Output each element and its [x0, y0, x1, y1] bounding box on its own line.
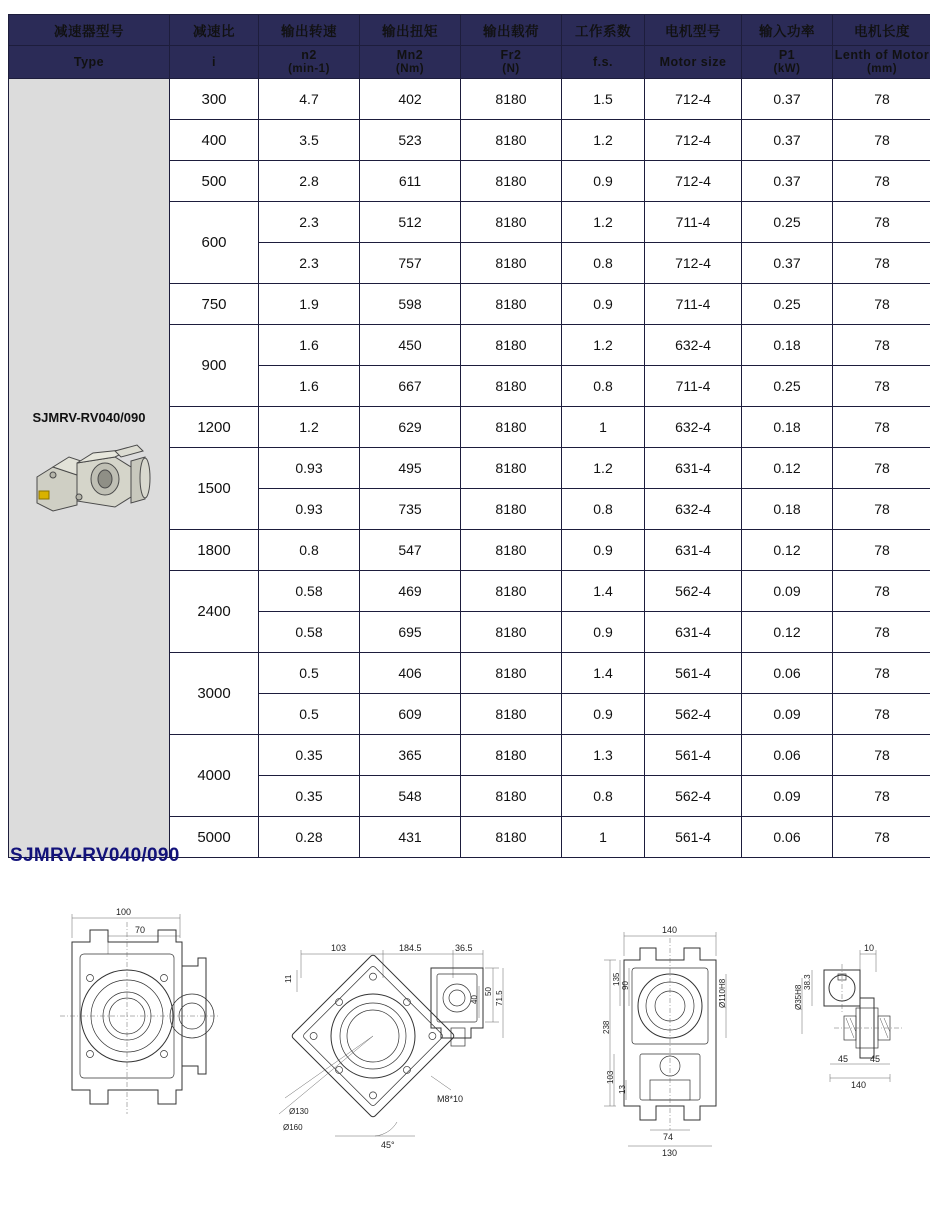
output-load-cell: 8180	[461, 776, 562, 817]
output-torque-cell: 598	[360, 284, 461, 325]
motor-size-cell: 711-4	[645, 366, 742, 407]
service-factor-cell: 0.8	[562, 366, 645, 407]
th-motorlength-en-sub: (mm)	[866, 62, 898, 75]
output-torque-cell: 406	[360, 653, 461, 694]
service-factor-cell: 0.9	[562, 612, 645, 653]
output-load-cell: 8180	[461, 366, 562, 407]
input-power-cell: 0.09	[742, 776, 833, 817]
th-motorlength-en-main: Lenth of Motor	[834, 48, 930, 63]
motor-size-cell: 562-4	[645, 694, 742, 735]
motor-size-cell: 561-4	[645, 735, 742, 776]
motor-size-cell: 631-4	[645, 530, 742, 571]
ratio-cell: 5000	[170, 817, 259, 858]
th-load-en	[461, 46, 562, 79]
svg-text:Ø35H8: Ø35H8	[794, 984, 803, 1010]
motor-length-cell: 78	[833, 653, 930, 694]
ratio-cell: 600	[170, 202, 259, 284]
input-power-cell: 0.25	[742, 202, 833, 243]
th-motorsize-cn: 电机型号	[645, 15, 742, 46]
output-torque-cell: 523	[360, 120, 461, 161]
ratio-cell: 1800	[170, 530, 259, 571]
service-factor-cell: 0.8	[562, 489, 645, 530]
input-power-cell: 0.37	[742, 243, 833, 284]
service-factor-cell: 0.8	[562, 776, 645, 817]
output-load-cell: 8180	[461, 612, 562, 653]
table-head	[9, 15, 930, 79]
output-speed-cell: 0.93	[259, 489, 360, 530]
gearbox-product-image	[9, 435, 169, 534]
th-type-en	[9, 46, 170, 79]
output-torque-cell: 402	[360, 79, 461, 120]
motor-size-cell: 631-4	[645, 448, 742, 489]
ratio-cell: 400	[170, 120, 259, 161]
input-power-cell: 0.25	[742, 366, 833, 407]
page-title: SJMRV-RV040/090	[10, 845, 180, 866]
th-power-en-sub: (kW)	[773, 62, 801, 75]
output-speed-cell: 0.35	[259, 735, 360, 776]
th-speed-en	[259, 46, 360, 79]
output-speed-cell: 1.6	[259, 366, 360, 407]
th-speed-en-sub: (min-1)	[288, 62, 330, 75]
motor-length-cell: 78	[833, 325, 930, 366]
motor-size-cell: 712-4	[645, 120, 742, 161]
output-speed-cell: 1.9	[259, 284, 360, 325]
motor-size-cell: 712-4	[645, 243, 742, 284]
input-power-cell: 0.09	[742, 571, 833, 612]
input-power-cell: 0.18	[742, 489, 833, 530]
input-power-cell: 0.25	[742, 284, 833, 325]
product-type-label: SJMRV-RV040/090	[32, 410, 146, 425]
output-load-cell: 8180	[461, 530, 562, 571]
output-torque-cell: 547	[360, 530, 461, 571]
svg-text:M8*10: M8*10	[437, 1094, 464, 1104]
output-speed-cell: 1.2	[259, 407, 360, 448]
ratio-cell: 1200	[170, 407, 259, 448]
th-speed-cn: 输出转速	[259, 15, 360, 46]
motor-length-cell: 78	[833, 243, 930, 284]
th-motorlength-en	[833, 46, 930, 79]
svg-text:238: 238	[602, 1020, 611, 1034]
input-power-cell: 0.12	[742, 530, 833, 571]
table-header-row-cn	[9, 15, 930, 46]
svg-text:100: 100	[116, 907, 132, 917]
svg-text:10: 10	[864, 943, 875, 953]
motor-length-cell: 78	[833, 284, 930, 325]
output-torque-cell: 512	[360, 202, 461, 243]
output-speed-cell: 2.8	[259, 161, 360, 202]
motor-size-cell: 711-4	[645, 284, 742, 325]
motor-length-cell: 78	[833, 448, 930, 489]
svg-text:36.5: 36.5	[455, 943, 473, 953]
input-power-cell: 0.12	[742, 448, 833, 489]
svg-text:135: 135	[612, 972, 621, 986]
service-factor-cell: 1.2	[562, 202, 645, 243]
service-factor-cell: 1.2	[562, 325, 645, 366]
output-speed-cell: 0.8	[259, 530, 360, 571]
svg-text:90: 90	[621, 981, 630, 990]
motor-size-cell: 561-4	[645, 653, 742, 694]
motor-size-cell: 561-4	[645, 817, 742, 858]
output-speed-cell: 0.5	[259, 653, 360, 694]
table-body	[9, 79, 930, 858]
output-speed-cell: 4.7	[259, 79, 360, 120]
output-load-cell: 8180	[461, 735, 562, 776]
motor-length-cell: 78	[833, 79, 930, 120]
motor-size-cell: 632-4	[645, 489, 742, 530]
output-load-cell: 8180	[461, 489, 562, 530]
motor-length-cell: 78	[833, 776, 930, 817]
th-torque-cn: 输出扭矩	[360, 15, 461, 46]
input-power-cell: 0.06	[742, 735, 833, 776]
motor-length-cell: 78	[833, 571, 930, 612]
ratio-cell: 1500	[170, 448, 259, 530]
svg-text:45: 45	[870, 1054, 881, 1064]
th-type-en-main: Type	[73, 54, 105, 69]
svg-text:184.5: 184.5	[399, 943, 422, 953]
output-load-cell: 8180	[461, 817, 562, 858]
input-power-cell: 0.12	[742, 612, 833, 653]
svg-text:38.3: 38.3	[803, 974, 812, 990]
th-power-en	[742, 46, 833, 79]
motor-length-cell: 78	[833, 120, 930, 161]
motor-length-cell: 78	[833, 407, 930, 448]
ratio-cell: 500	[170, 161, 259, 202]
motor-length-cell: 78	[833, 694, 930, 735]
product-type-cell	[9, 79, 170, 858]
svg-text:Ø110H8: Ø110H8	[718, 978, 727, 1008]
th-load-en-main: Fr2	[500, 48, 522, 63]
input-power-cell: 0.18	[742, 325, 833, 366]
th-fs-en	[562, 46, 645, 79]
motor-size-cell: 631-4	[645, 612, 742, 653]
motor-size-cell: 712-4	[645, 79, 742, 120]
svg-text:140: 140	[851, 1080, 867, 1090]
output-speed-cell: 0.5	[259, 694, 360, 735]
input-power-cell: 0.37	[742, 120, 833, 161]
output-speed-cell: 0.28	[259, 817, 360, 858]
input-power-cell: 0.37	[742, 161, 833, 202]
output-speed-cell: 0.58	[259, 612, 360, 653]
output-torque-cell: 469	[360, 571, 461, 612]
output-torque-cell: 629	[360, 407, 461, 448]
output-load-cell: 8180	[461, 120, 562, 161]
svg-text:40: 40	[470, 995, 479, 1004]
motor-size-cell: 632-4	[645, 407, 742, 448]
svg-text:103: 103	[331, 943, 347, 953]
output-speed-cell: 1.6	[259, 325, 360, 366]
svg-text:13: 13	[618, 1085, 627, 1094]
motor-size-cell: 711-4	[645, 202, 742, 243]
input-power-cell: 0.06	[742, 653, 833, 694]
svg-text:103: 103	[606, 1070, 615, 1084]
service-factor-cell: 1	[562, 817, 645, 858]
motor-size-cell: 562-4	[645, 571, 742, 612]
motor-length-cell: 78	[833, 735, 930, 776]
spec-table-container	[8, 14, 930, 858]
th-load-en-sub: (N)	[502, 62, 520, 75]
output-torque-cell: 757	[360, 243, 461, 284]
service-factor-cell: 0.9	[562, 694, 645, 735]
drawing-view-1	[60, 907, 220, 1114]
ratio-cell: 4000	[170, 735, 259, 817]
motor-length-cell: 78	[833, 489, 930, 530]
service-factor-cell: 1.2	[562, 120, 645, 161]
output-torque-cell: 548	[360, 776, 461, 817]
drawing-view-4	[794, 943, 902, 1090]
input-power-cell: 0.06	[742, 817, 833, 858]
service-factor-cell: 1	[562, 407, 645, 448]
output-torque-cell: 495	[360, 448, 461, 489]
th-motorsize-en	[645, 46, 742, 79]
th-ratio-en-main: i	[212, 54, 216, 69]
output-load-cell: 8180	[461, 448, 562, 489]
svg-text:50: 50	[484, 987, 493, 996]
ratio-cell: 3000	[170, 653, 259, 735]
motor-length-cell: 78	[833, 612, 930, 653]
th-torque-en-sub: (Nm)	[395, 62, 425, 75]
motor-length-cell: 78	[833, 530, 930, 571]
svg-text:140: 140	[662, 925, 678, 935]
input-power-cell: 0.09	[742, 694, 833, 735]
motor-size-cell: 562-4	[645, 776, 742, 817]
input-power-cell: 0.37	[742, 79, 833, 120]
output-load-cell: 8180	[461, 325, 562, 366]
svg-text:Ø160: Ø160	[283, 1123, 303, 1132]
output-load-cell: 8180	[461, 202, 562, 243]
th-power-en-main: P1	[778, 48, 796, 63]
ratio-cell: 300	[170, 79, 259, 120]
output-load-cell: 8180	[461, 161, 562, 202]
output-load-cell: 8180	[461, 571, 562, 612]
output-load-cell: 8180	[461, 79, 562, 120]
output-torque-cell: 450	[360, 325, 461, 366]
svg-text:11: 11	[284, 974, 293, 983]
ratio-cell: 2400	[170, 571, 259, 653]
th-motorsize-en-main: Motor size	[659, 54, 727, 69]
output-torque-cell: 365	[360, 735, 461, 776]
output-speed-cell: 2.3	[259, 202, 360, 243]
motor-size-cell: 632-4	[645, 325, 742, 366]
motor-length-cell: 78	[833, 202, 930, 243]
ratio-cell: 900	[170, 325, 259, 407]
output-torque-cell: 611	[360, 161, 461, 202]
service-factor-cell: 0.9	[562, 530, 645, 571]
table-header-row-en	[9, 46, 930, 79]
input-power-cell: 0.18	[742, 407, 833, 448]
svg-text:Ø130: Ø130	[289, 1107, 309, 1116]
service-factor-cell: 0.9	[562, 284, 645, 325]
th-ratio-en	[170, 46, 259, 79]
th-ratio-cn: 减速比	[170, 15, 259, 46]
th-speed-en-main: n2	[301, 48, 317, 63]
output-torque-cell: 431	[360, 817, 461, 858]
service-factor-cell: 1.5	[562, 79, 645, 120]
service-factor-cell: 0.9	[562, 161, 645, 202]
output-speed-cell: 2.3	[259, 243, 360, 284]
output-speed-cell: 0.93	[259, 448, 360, 489]
th-fs-en-main: f.s.	[592, 54, 614, 69]
dimension-drawings	[0, 890, 930, 1200]
ratio-cell: 750	[170, 284, 259, 325]
svg-text:74: 74	[663, 1132, 674, 1142]
drawing-view-3	[602, 925, 727, 1158]
service-factor-cell: 0.8	[562, 243, 645, 284]
output-load-cell: 8180	[461, 243, 562, 284]
service-factor-cell: 1.4	[562, 653, 645, 694]
th-torque-en-main: Mn2	[396, 48, 424, 63]
th-power-cn: 输入功率	[742, 15, 833, 46]
svg-text:71.5: 71.5	[495, 990, 504, 1006]
output-torque-cell: 609	[360, 694, 461, 735]
svg-text:130: 130	[662, 1148, 678, 1158]
th-load-cn: 输出载荷	[461, 15, 562, 46]
motor-length-cell: 78	[833, 161, 930, 202]
output-torque-cell: 735	[360, 489, 461, 530]
th-type-cn: 减速器型号	[9, 15, 170, 46]
specification-table	[8, 14, 930, 858]
motor-size-cell: 712-4	[645, 161, 742, 202]
drawing-view-2	[279, 943, 504, 1150]
output-load-cell: 8180	[461, 284, 562, 325]
output-load-cell: 8180	[461, 407, 562, 448]
service-factor-cell: 1.4	[562, 571, 645, 612]
drawings-svg	[0, 890, 930, 1200]
output-load-cell: 8180	[461, 653, 562, 694]
th-fs-cn: 工作系数	[562, 15, 645, 46]
output-load-cell: 8180	[461, 694, 562, 735]
svg-text:45°: 45°	[381, 1140, 395, 1150]
svg-text:70: 70	[135, 925, 146, 935]
output-torque-cell: 695	[360, 612, 461, 653]
th-motorlength-cn: 电机长度	[833, 15, 930, 46]
table-row	[9, 79, 930, 120]
motor-length-cell: 78	[833, 366, 930, 407]
svg-text:45: 45	[838, 1054, 849, 1064]
output-speed-cell: 0.35	[259, 776, 360, 817]
service-factor-cell: 1.3	[562, 735, 645, 776]
output-torque-cell: 667	[360, 366, 461, 407]
output-speed-cell: 0.58	[259, 571, 360, 612]
service-factor-cell: 1.2	[562, 448, 645, 489]
output-speed-cell: 3.5	[259, 120, 360, 161]
motor-length-cell: 78	[833, 817, 930, 858]
th-torque-en	[360, 46, 461, 79]
